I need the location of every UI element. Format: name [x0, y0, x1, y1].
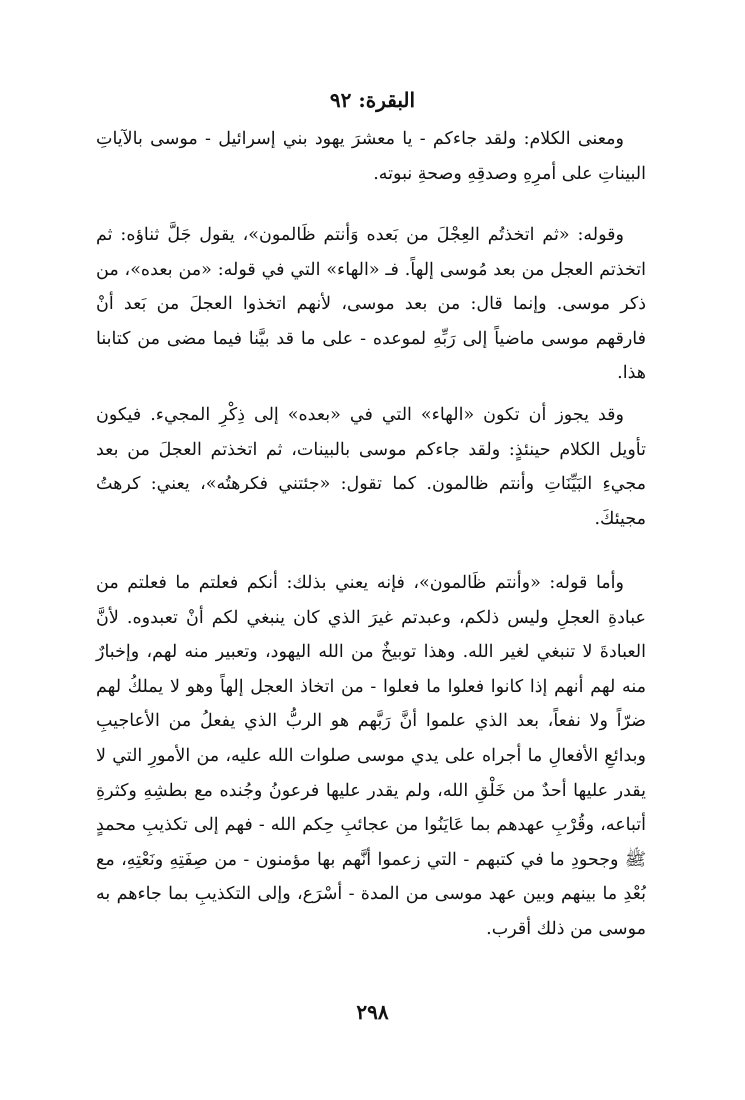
paragraph-block-4: [96, 566, 646, 947]
page-header: [0, 88, 745, 112]
paragraph-block-1: [96, 122, 646, 191]
page-footer: [0, 1000, 745, 1024]
paragraph-alternative-reading: وقد يجوز أن تكون «الهاء» التي في «بعده» إلى ذِكْرِ المجيء. فيكون تأويل الكلام حينئذٍ: ولقد جاءكم موسى بالبينات، ثم اتخذتم العجلَ من بعد مجيءِ البَيِّنَاتِ وأنتم ظالمون. كما تقول: «جئتني فكرهتُه»، يعني: كرهتُ مجيئكَ.: [96, 405, 646, 529]
paragraph-wrongdoers: وأما قوله: «وأنتم ظَالمون»، فإنه يعني بذلك: أنكم فعلتم ما فعلتم من عبادةِ العجلِ وليس ذلكم، وعبدتم غيرَ الذي كان ينبغي لكم أنْ تعبدوه. لأنَّ العبادةَ لا تنبغي لغير الله. وهذا توبيخٌ من الله اليهود، وتعبير منه لهم، وإخبارٌ منه لهم أنهم إذا كانوا فعلوا ما فعلوا - من اتخاذ العجل إلهاً وهو لا يملكُ لهم ضرّاً ولا نفعاً، بعد الذي علموا أنَّ رَبَّهم هو الربُّ الذي يفعلُ من الأعاجيبِ وبدائعِ الأفعالِ ما أجراه على يدي موسى صلوات الله عليه، من الأمورِ التي لا يقدر عليها أحدٌ من خَلْقِ الله، ولم يقدر عليها فرعونُ وجُنده مع بطشِهِ وكثرةِ أتباعه، وقُرْبِ عهدهم بما عَايَنُوا من عجائبِ حِكم الله - فهم إلى تكذيبِ محمدٍ ﷺ وجحودِ ما في كتبهم - التي زعموا أنَّهم بها مؤمنون - من صِفَتِهِ ونَعْتِهِ، مع بُعْدِ ما بينهم وبين عهد موسى من المدة - أسْرَع، وإلى التكذيبِ بما جاءهم به موسى من ذلك أقرب.: [96, 573, 646, 939]
surah-verse-title: البقرة: ٩٢: [329, 88, 416, 112]
page-number: ٢٩٨: [356, 1000, 389, 1024]
paragraph-calf-worship: وقوله: «ثم اتخذتُم العِجْلَ من بَعده وَأنتم ظَالمون»، يقول جَلَّ ثناؤه: ثم اتخذتم العجل من بعد مُوسى إلهاً. فـ «الهاء» التي في قوله: «من بعده»، من ذكر موسى. وإنما قال: من بعد موسى، لأنهم اتخذوا العجلَ من بَعد أنْ فارقهم موسى ماضياً إلى رَبِّهِ لموعده - على ما قد بيَّنا فيما مضى من كتابنا هذا.: [96, 225, 646, 384]
paragraph-meaning: ومعنى الكلام: ولقد جاءكم - يا معشرَ يهود بني إسرائيل - موسى بالآياتِ البيناتِ على أمرِهِ وصدقِهِ وصحةِ نبوته.: [96, 129, 646, 184]
paragraph-block-3: [96, 398, 646, 536]
paragraph-block-2: [96, 218, 646, 391]
